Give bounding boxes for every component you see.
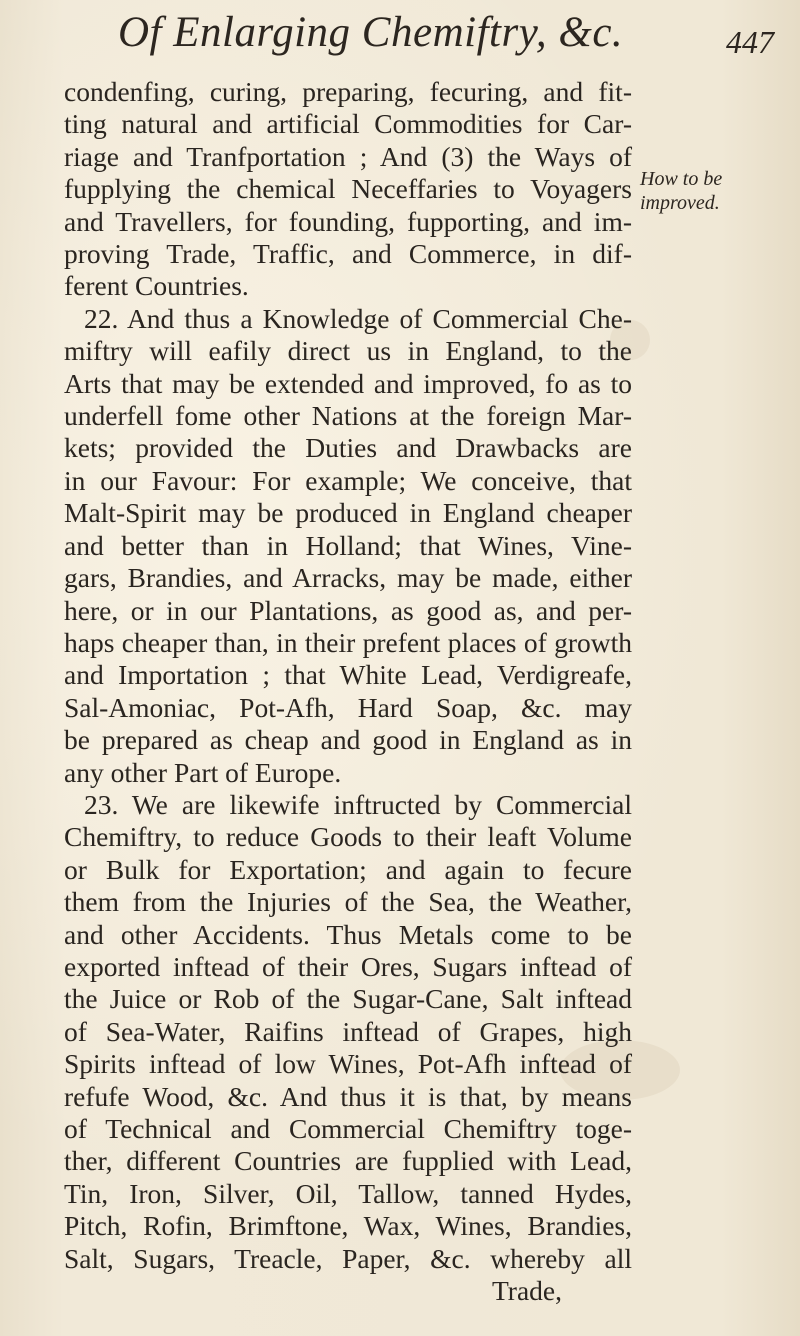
text-line: condenfing, curing, preparing, fecuring, and fit- bbox=[64, 76, 632, 107]
text-line: in our Favour: For example; We conceive, that bbox=[64, 464, 632, 496]
text-line: be prepared as cheap and good in England as in bbox=[64, 724, 632, 756]
text-line: Chemiftry, to reduce Goods to their leaft Volume bbox=[64, 821, 632, 853]
text-line: any other Part of Europe. bbox=[64, 756, 342, 788]
text-line: of Technical and Commercial Chemiftry toge- bbox=[64, 1113, 632, 1144]
text-line: underfell fome other Nations at the foreign Mar- bbox=[64, 400, 632, 432]
margin-note-line: improved. bbox=[640, 192, 720, 214]
text-line: riage and Tranfportation ; And (3) the Ways of bbox=[64, 140, 632, 172]
text-line: 22. And thus a Knowledge of Commercial Che- bbox=[84, 302, 632, 334]
text-line: proving Trade, Traffic, and Commerce, in dif- bbox=[64, 238, 632, 270]
text-line: Spirits inftead of low Wines, Pot-Afh inftead of bbox=[64, 1048, 632, 1080]
body-text bbox=[64, 76, 632, 1307]
text-line: Arts that may be extended and improved, fo as to bbox=[64, 367, 632, 399]
text-line: Salt, Sugars, Treacle, Paper, &c. whereby all bbox=[64, 1242, 632, 1274]
text-line: ther, different Countries are fupplied with Lead, bbox=[64, 1145, 632, 1177]
page-number: 447 bbox=[726, 24, 774, 60]
catchword: Trade, bbox=[491, 1275, 562, 1307]
text-line: Sal-Amoniac, Pot-Afh, Hard Soap, &c. may bbox=[64, 691, 632, 723]
text-line: kets; provided the Duties and Drawbacks are bbox=[64, 432, 632, 464]
text-line: of Sea-Water, Raifins inftead of Grapes, high bbox=[64, 1015, 632, 1047]
text-line: and Travellers, for founding, fupporting, and im- bbox=[64, 205, 632, 237]
text-line: miftry will eafily direct us in England, to the bbox=[64, 335, 632, 367]
text-line: gars, Brandies, and Arracks, may be made, either bbox=[64, 562, 632, 594]
text-line: Malt-Spirit may be produced in England cheaper bbox=[64, 497, 632, 529]
text-line: and other Accidents. Thus Metals come to be bbox=[64, 918, 632, 950]
text-line: and Importation ; that White Lead, Verdigreafe, bbox=[64, 659, 632, 691]
text-line: refufe Wood, &c. And thus it is that, by means bbox=[64, 1080, 632, 1112]
margin-note bbox=[640, 167, 800, 215]
text-line: and better than in Holland; that Wines, Vine- bbox=[64, 529, 632, 561]
text-line: ting natural and artificial Commodities for Car- bbox=[64, 108, 632, 140]
text-line: haps cheaper than, in their prefent places of growth bbox=[64, 626, 632, 658]
text-line: exported inftead of their Ores, Sugars inftead of bbox=[64, 950, 632, 982]
text-line: 23. We are likewife inftructed by Commercial bbox=[84, 788, 632, 820]
margin-note-line: How to be bbox=[640, 168, 723, 190]
text-line: Tin, Iron, Silver, Oil, Tallow, tanned Hydes, bbox=[64, 1177, 632, 1209]
text-line: here, or in our Plantations, as good as, and per- bbox=[64, 594, 632, 626]
text-line: Pitch, Rofin, Brimftone, Wax, Wines, Brandies, bbox=[64, 1210, 632, 1242]
text-line: fupplying the chemical Neceffaries to Voyagers bbox=[64, 173, 632, 205]
text-line: them from the Injuries of the Sea, the Weather, bbox=[64, 886, 632, 918]
text-line: ferent Countries. bbox=[64, 270, 249, 302]
running-title: Of Enlarging Chemiftry, &c. bbox=[118, 9, 624, 56]
text-line: or Bulk for Exportation; and again to fecure bbox=[64, 853, 632, 885]
text-line: the Juice or Rob of the Sugar-Cane, Salt inftead bbox=[64, 983, 632, 1015]
